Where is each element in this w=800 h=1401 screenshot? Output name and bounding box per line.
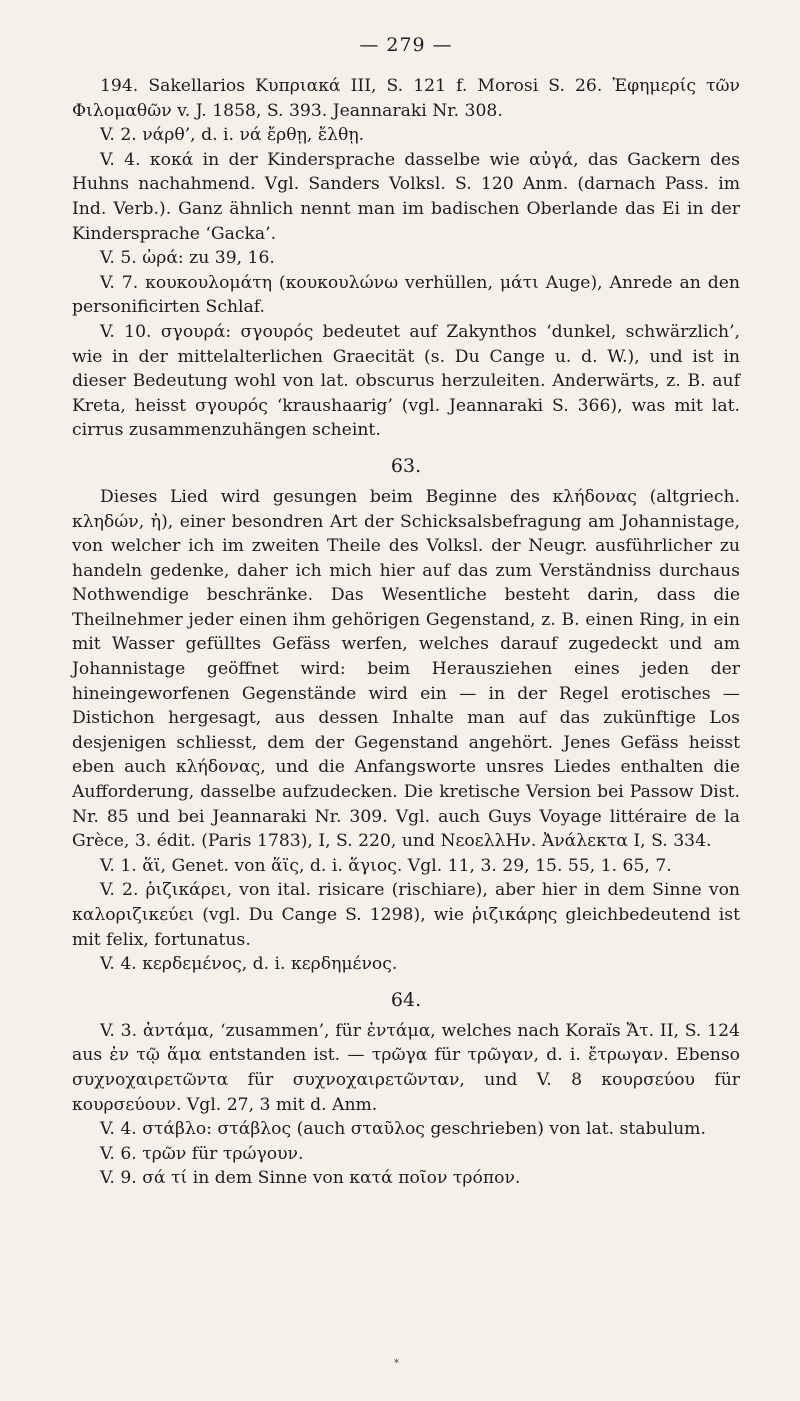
- note-paragraph: V. 4. κοκά in der Kindersprache dasselbe wie αὐγά, das Gackern des Huhns nachahmend. Vgl. Sanders Volksl. S. 120 Anm. (darnach Pass. im Ind. Verb.). Ganz ähnlich nennt man im badischen Oberlande das Ei in der Kindersprache ‘Gacka’.: [72, 149, 740, 244]
- note-paragraph: V. 5. ὠρά: zu 39, 16.: [100, 248, 275, 269]
- section-63: [72, 485, 740, 977]
- section-number-64: 64.: [390, 988, 422, 1011]
- note-paragraph: V. 4. κερδεμένος, d. i. κερδημένος.: [100, 954, 398, 975]
- section-intro: Dieses Lied wird gesungen beim Beginne des κλήδονας (altgriech. κληδών, ἡ), einer besondren Art der Schicksalsbefragung am Johannistage, von welcher ich im zweiten Theile des Volksl. der Neugr. ausführlicher zu handeln gedenke, daher ich mich hier auf das zum Verständniss durchaus Nothwendige beschränke. Das Wesentliche besteht darin, dass die Theilnehmer jeder einen ihm gehörigen Gegenstand, z. B. einen Ring, in ein mit Wasser gefülltes Gefäss werfen, welches darauf zugedeckt und am Johannistage geöffnet wird: beim Herausziehen eines jeden der hineingeworfenen Gegenstände wird ein — in der Regel erotisches — Distichon hergesagt, aus dessen Inhalte man auf das zukünftige Los desjenigen schliesst, dem der Gegenstand angehört. Jenes Gefäss heisst eben auch κλήδονας, und die Anfangsworte unsres Liedes enthalten die Aufforderung, dasselbe aufzudecken. Die kretische Version bei Passow Dist. Nr. 85 und bei Jeannaraki Nr. 309. Vgl. auch Guys Voyage littéraire de la Grèce, 3. édit. (Paris 1783), I, S. 220, und ΝεοελλΗν. Ἀνάλεκτα I, S. 334.: [72, 486, 740, 852]
- note-paragraph: 194. Sakellarios Κυπριακά III, S. 121 f. Morosi S. 26. Ἐφημερίς τῶν Φιλομαθῶν v. J. 1858, S. 393. Jeannaraki Nr. 308.: [72, 76, 740, 121]
- note-paragraph: V. 2. νάρθ’, d. i. νά ἔρθῃ, ἔλθῃ.: [100, 125, 365, 146]
- note-paragraph: V. 4. στάβλο: στάβλος (auch σταῦλος geschrieben) von lat. stabulum.: [100, 1119, 706, 1140]
- page-number: — 279 —: [359, 34, 453, 56]
- note-paragraph: V. 10. σγουρά: σγουρός bedeutet auf Zakynthos ‘dunkel, schwärzlich’, wie in der mittelalterlichen Graecität (s. Du Cange u. d. W.), und ist in dieser Bedeutung wohl von lat. obscurus herzuleiten. Anderwärts, z. B. auf Kreta, heisst σγουρός ‘kraushaarig’ (vgl. Jeannaraki S. 366), was mit lat. cirrus zusammenzuhängen scheint.: [72, 321, 740, 441]
- notes-top: [72, 74, 740, 443]
- note-paragraph: V. 9. σά τί in dem Sinne von κατά ποῖον τρόπον.: [100, 1168, 521, 1189]
- note-paragraph: V. 6. τρῶν für τρώγουν.: [100, 1143, 304, 1164]
- section-64: [72, 1019, 740, 1191]
- note-paragraph: V. 7. κουκουλομάτη (κουκουλώνω verhüllen, μάτι Auge), Anrede an den personificirten Schlaf.: [72, 272, 740, 318]
- footer-mark: *: [394, 1358, 399, 1369]
- note-paragraph: V. 3. ἀντάμα, ‘zusammen’, für ἐντάμα, welches nach Koraïs Ἄτ. II, S. 124 aus ἐν τῷ ἅμα entstanden ist. — τρῶγα für τρῶγαν, d. i. ἔτρωγαν. Ebenso συχνοχαιρετῶντα für συχνοχαιρετῶνταν, und V. 8 κουρσεύου für κουρσεύουν. Vgl. 27, 3 mit d. Anm.: [72, 1020, 740, 1115]
- section-number-63: 63.: [390, 454, 422, 477]
- note-paragraph: V. 2. ῥιζικάρει, von ital. risicare (rischiare), aber hier in dem Sinne von καλοριζικεύει (vgl. Du Cange S. 1298), wie ῥιζικάρης gleichbedeutend ist mit felix, fortunatus.: [72, 880, 740, 950]
- note-paragraph: V. 1. ἅϊ, Genet. von ἅϊς, d. i. ἅγιος. Vgl. 11, 3. 29, 15. 55, 1. 65, 7.: [100, 855, 672, 876]
